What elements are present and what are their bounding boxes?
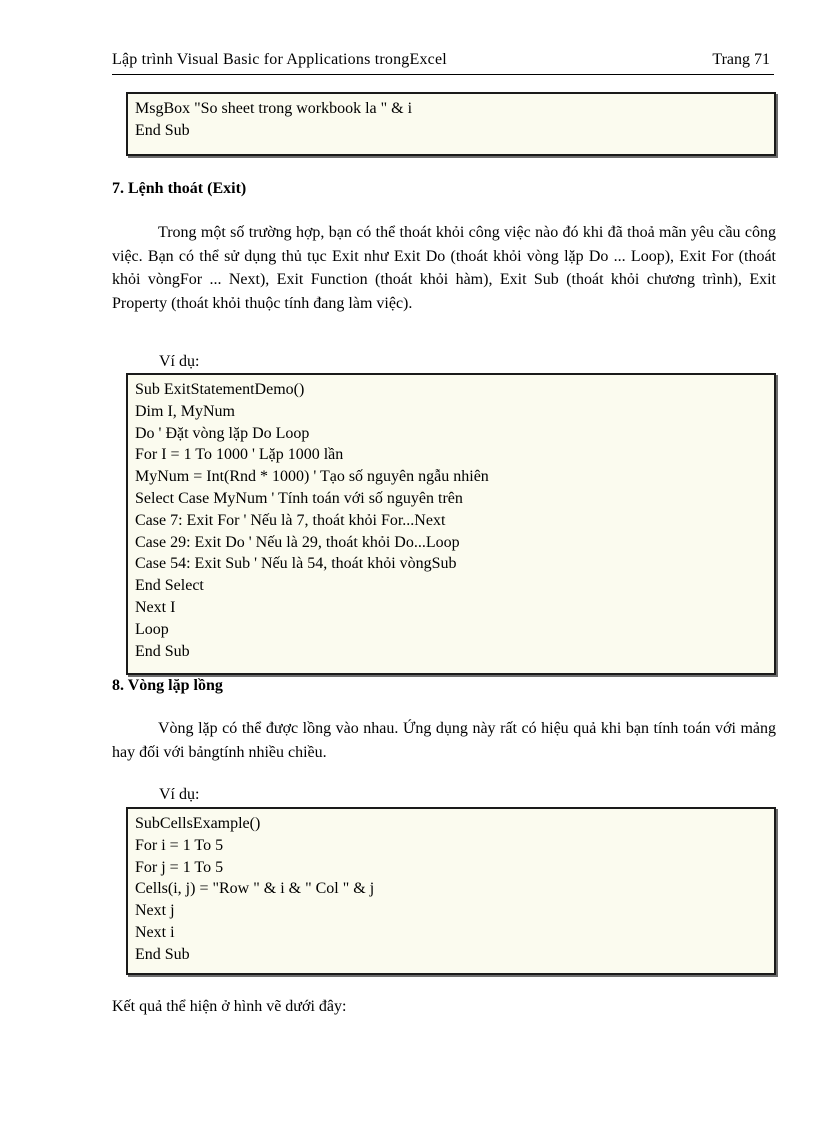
code-block-cells-example [126,807,776,975]
paragraph-exit [112,221,776,315]
code-line: Case 29: Exit Do ' Nếu là 29, thoát khỏi Do...Loop [135,533,460,551]
result-caption: Kết quả thể hiện ở hình vẽ dưới đây: [112,998,347,1015]
section-heading-exit: 7. Lệnh thoát (Exit) [112,180,247,197]
code-line: Do ' Đặt vòng lặp Do Loop [135,424,310,442]
code-line: Loop [135,620,169,638]
code-line: Next j [135,902,175,920]
code-line: Case 54: Exit Sub ' Nếu là 54, thoát khỏi vòngSub [135,555,457,573]
code-line: Sub ExitStatementDemo() [135,381,305,398]
code-line: For j = 1 To 5 [135,858,224,876]
section-heading-nested-loop: 8. Vòng lặp lồng [112,677,223,694]
code-line: End Sub [135,121,190,139]
page-header [112,50,774,75]
code-block-msgbox [126,92,776,156]
paragraph-nested-loop-text: Vòng lặp có thể được lồng vào nhau. Ứng dụng này rất có hiệu quả khi bạn tính toán với mảng hay đối với bảngtính nhiều chiều. [112,720,776,761]
code-line: End Select [135,577,204,595]
example-label: Ví dụ: [159,786,200,803]
code-line: Dim I, MyNum [135,402,235,420]
code-line: SubCellsExample() [135,815,261,832]
code-line: MyNum = Int(Rnd * 1000) ' Tạo số nguyên ngẫu nhiên [135,468,489,486]
code-line: End Sub [135,642,190,660]
code-block-exit-demo [126,373,776,675]
code-line: Next i [135,923,175,941]
paragraph-nested-loop [112,717,776,764]
page-number: Trang 71 [712,51,770,68]
code-line: Next I [135,598,176,616]
paragraph-exit-text: Trong một số trường hợp, bạn có thể thoát khỏi công việc nào đó khi đã thoả mãn yêu cầu công việc. Bạn có thể sử dụng thủ tục Exit như Exit Do (thoát khỏi vòng lặp Do ... Loop), Exit For (thoát khỏi vòngFor ... Next), Exit Function (thoát khỏi hàm), Exit Sub (thoát khỏi chương trình), Exit Property (thoát khỏi thuộc tính đang làm việc). [112,224,776,312]
example-label: Ví dụ: [159,353,200,370]
code-line: Case 7: Exit For ' Nếu là 7, thoát khỏi For...Next [135,511,446,529]
code-line: Cells(i, j) = "Row " & i & " Col " & j [135,880,375,898]
code-line: MsgBox "So sheet trong workbook la " & i [135,100,413,117]
document-title: Lập trình Visual Basic for Applications trongExcel [112,51,447,68]
code-line: For I = 1 To 1000 ' Lặp 1000 lần [135,446,344,464]
code-line: For i = 1 To 5 [135,836,224,854]
code-line: End Sub [135,945,190,963]
code-line: Select Case MyNum ' Tính toán với số nguyên trên [135,489,463,507]
